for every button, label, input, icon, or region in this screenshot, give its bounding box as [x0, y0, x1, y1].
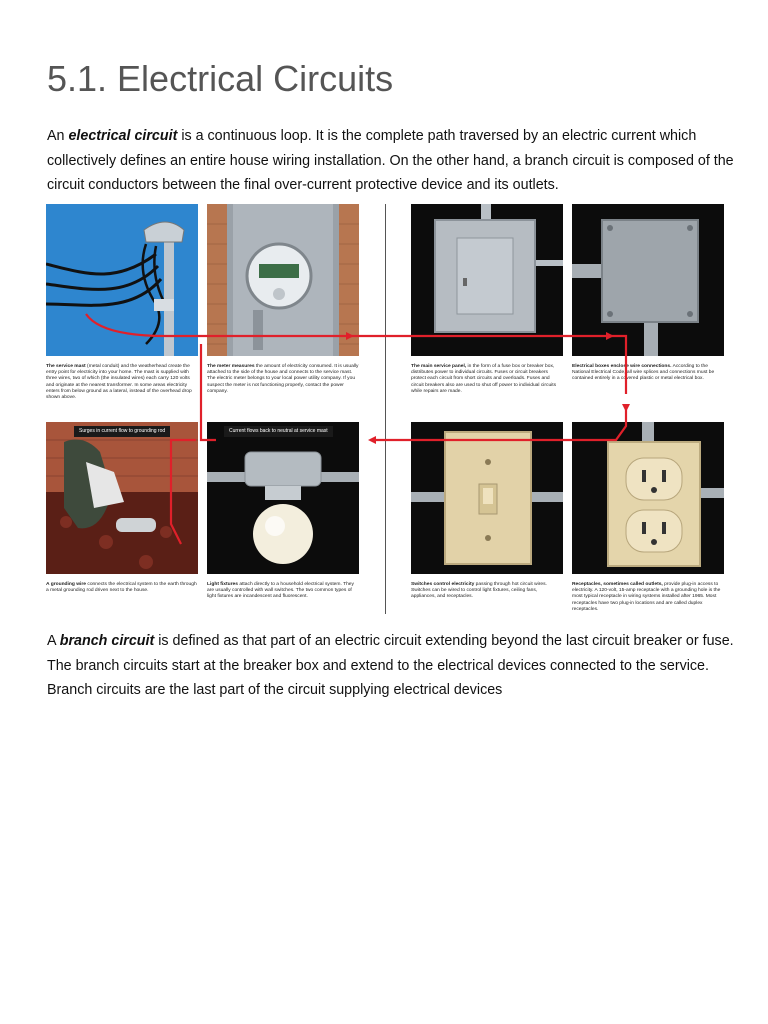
- electrical-box-photo: [572, 204, 724, 356]
- service-mast-caption: The service mast (metal conduit) and the weatherhead create the entry point for electricity into your home. The mast is supplied with three wires, two of which (the insulated wires) each carry 120 volts and originate at the nearest transformer. In some areas electricity enters from below ground as a lateral, instead of the overhead drop shown above.: [46, 364, 192, 401]
- intro-paragraph: [47, 124, 737, 198]
- switch-photo: [411, 422, 563, 574]
- page-title: 5.1. Electrical Circuits: [47, 58, 394, 99]
- branch-term: branch circuit: [59, 633, 155, 649]
- neutral-banner: Current flows back to neutral at service mast: [224, 426, 333, 437]
- receptacle-caption: Receptacles, sometimes called outlets, provide plug-in access to electricity. A 120-volt, 15-amp receptacle with a grounding hole is the most typical receptacle in wiring systems installed after 1965. Most receptacles have two plug-in locations and are called duplex receptacles.: [572, 582, 721, 612]
- branch-paragraph: [47, 629, 737, 703]
- light-fixture-photo: [207, 422, 359, 574]
- meter-photo: [207, 204, 359, 356]
- intro-term: electrical circuit: [68, 128, 178, 144]
- ground-banner: Surges in current flow to grounding rod: [74, 426, 170, 437]
- panel-caption: The main service panel, in the form of a fuse box or breaker box, distributes power to individual circuits. Fuses or circuit breakers protect each circuit from short circuits and overloads. Fuses and circuit breakers also are used to shut off power to individual circuits while repairs are made.: [411, 364, 557, 394]
- figure-divider: [385, 204, 386, 614]
- light-caption: Light fixtures attach directly to a household electrical system. They are usually controlled with wall switches. The two common types of light fixtures are incandescent and fluorescent.: [207, 582, 354, 600]
- service-mast-photo: [46, 204, 198, 356]
- branch-before: A: [47, 633, 60, 649]
- intro-before: An: [47, 128, 69, 144]
- receptacle-photo: [572, 422, 724, 574]
- grounding-rod-photo: [46, 422, 198, 574]
- boxes-caption: Electrical boxes enclose wire connections. According to the National Electrical Code, all wire splices and connections must be contained entirely in a covered plastic or metal electrical box.: [572, 364, 715, 382]
- switch-caption: Switches control electricity passing through hot circuit wires. Switches can be wired to control light fixtures, ceiling fans, appliances, and receptacles.: [411, 582, 547, 600]
- service-panel-photo: [411, 204, 563, 356]
- circuit-figure: [46, 204, 724, 614]
- meter-caption: The meter measures the amount of electricity consumed. It is usually attached to the side of the house and connects to the service mast. The electric meter belongs to your local power utility company. If you suspect the meter is not functioning properly, contact the power company.: [207, 364, 359, 394]
- branch-after: is defined as that part of an electric circuit extending beyond the last circuit breaker or fuse. The branch circuits start at the breaker box and extend to the electrical devices connected to the service. Branch circuits are the last part of the circuit supplying electrical devices: [47, 633, 734, 698]
- grounding-wire-caption: A grounding wire connects the electrical system to the earth through a metal grounding rod driven next to the house.: [46, 582, 197, 594]
- intro-after: is a continuous loop. It is the complete path traversed by an electric current which collectively defines an entire house wiring installation. On the other hand, a branch circuit is composed of the circuit conductors between the final over-current protective device and its outlets.: [47, 128, 734, 193]
